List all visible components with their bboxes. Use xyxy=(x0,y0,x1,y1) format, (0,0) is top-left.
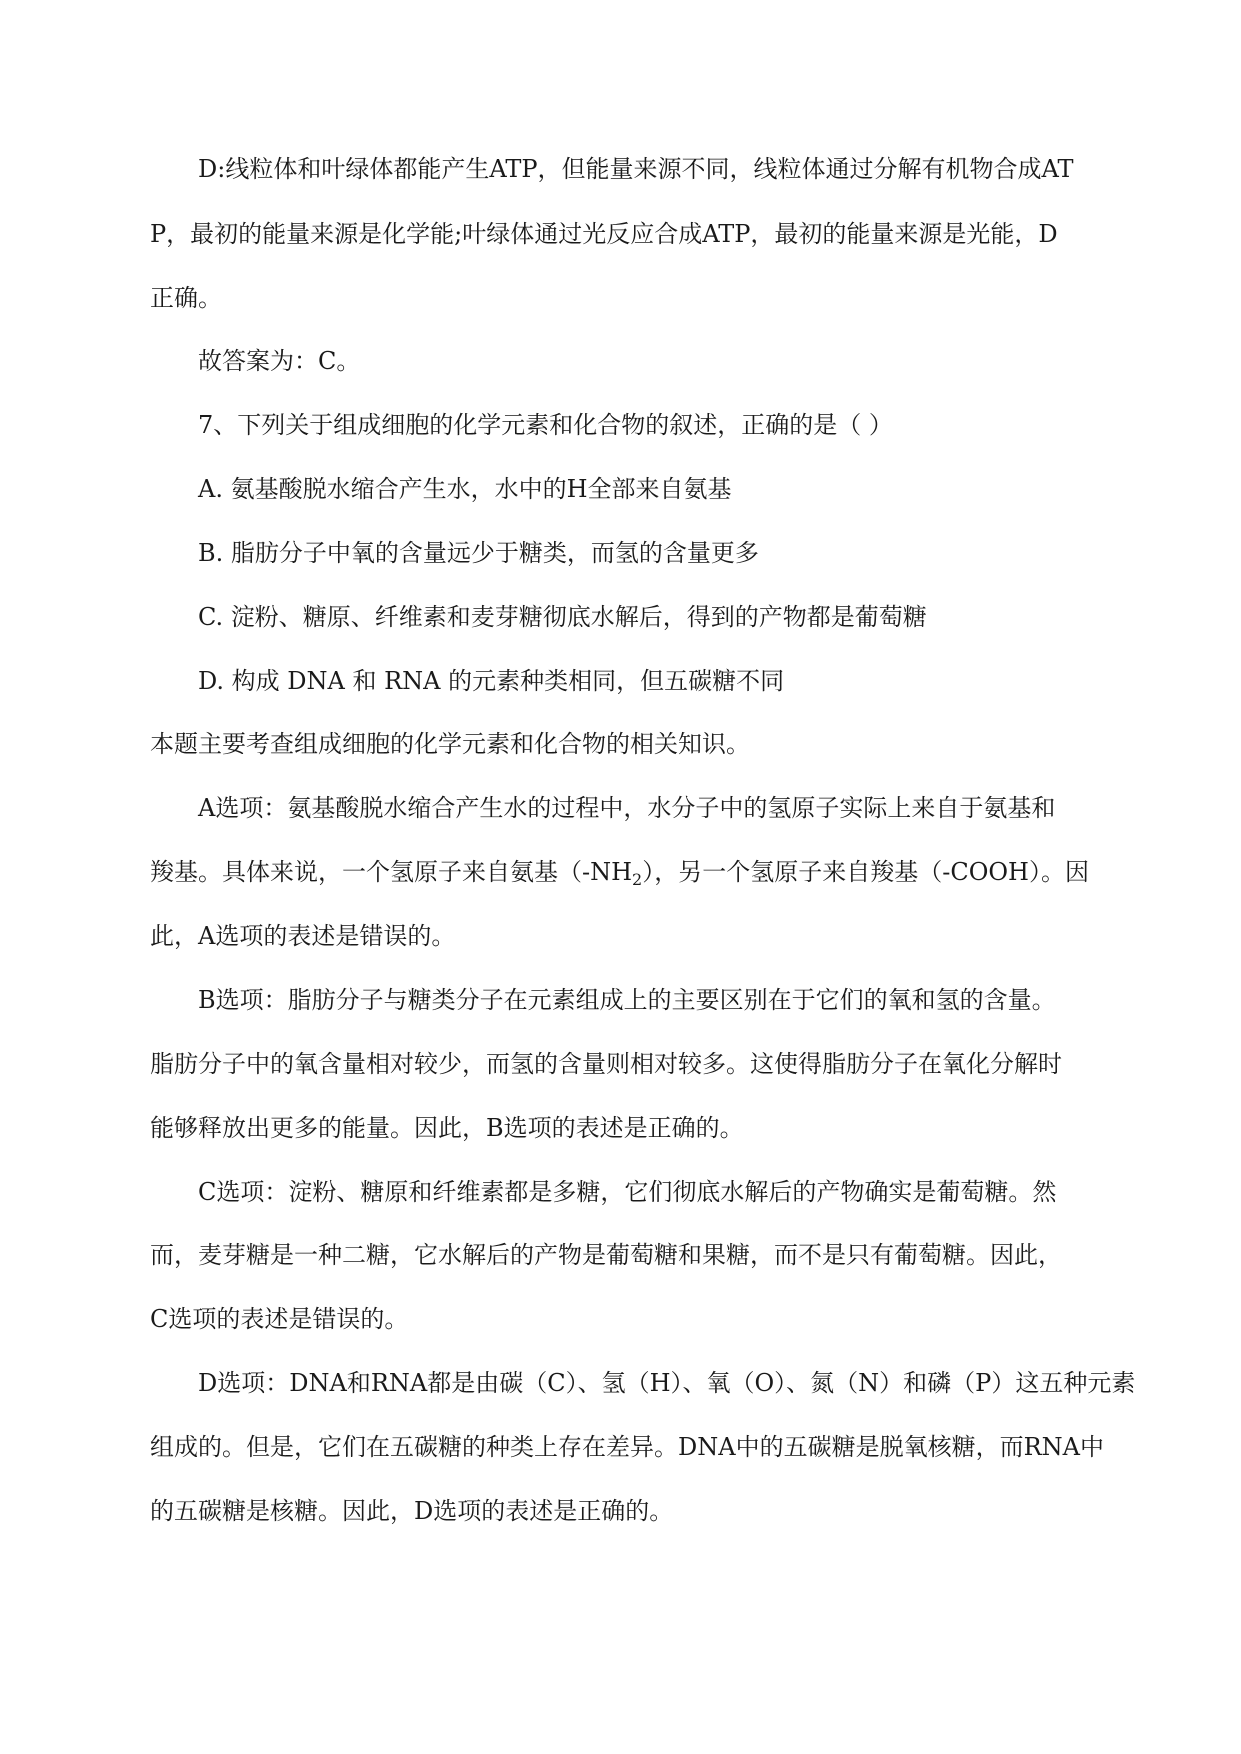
analysis-a-line: A选项：氨基酸脱水缩合产生水的过程中，水分子中的氢原子实际上来自于氨基和 xyxy=(198,794,1056,822)
analysis-b-line: 能够释放出更多的能量。因此，B选项的表述是正确的。 xyxy=(150,1114,744,1142)
analysis-d-line: D选项：DNA和RNA都是由碳（C）、氢（H）、氧（O）、氮（N）和磷（P）这五种元素 xyxy=(198,1369,1136,1397)
analysis-intro: 本题主要考查组成细胞的化学元素和化合物的相关知识。 xyxy=(150,730,750,758)
answer-line: 故答案为：C。 xyxy=(198,347,361,375)
analysis-b-line: 脂肪分子中的氧含量相对较少，而氢的含量则相对较多。这使得脂肪分子在氧化分解时 xyxy=(150,1050,1062,1078)
question-stem: 7、下列关于组成细胞的化学元素和化合物的叙述，正确的是（ ） xyxy=(198,411,893,439)
option-d: D. 构成 DNA 和 RNA 的元素种类相同，但五碳糖不同 xyxy=(198,667,785,695)
analysis-d-line: 的五碳糖是核糖。因此，D选项的表述是正确的。 xyxy=(150,1497,674,1525)
option-c: C. 淀粉、糖原、纤维素和麦芽糖彻底水解后，得到的产物都是葡萄糖 xyxy=(198,603,927,631)
option-b: B. 脂肪分子中氧的含量远少于糖类，而氢的含量更多 xyxy=(198,539,759,567)
paragraph-line: P，最初的能量来源是化学能;叶绿体通过光反应合成ATP，最初的能量来源是光能，D xyxy=(150,220,1058,248)
analysis-d-line: 组成的。但是，它们在五碳糖的种类上存在差异。DNA中的五碳糖是脱氧核糖，而RNA中 xyxy=(150,1433,1104,1461)
text-run: ），另一个氢原子来自羧基（-COOH）。因 xyxy=(642,858,1089,886)
analysis-a-line: 此，A选项的表述是错误的。 xyxy=(150,922,456,950)
analysis-c-line: C选项：淀粉、糖原和纤维素都是多糖，它们彻底水解后的产物确实是葡萄糖。然 xyxy=(198,1178,1057,1206)
paragraph-line: 正确。 xyxy=(150,284,222,312)
text-run: 羧基。具体来说，一个氢原子来自氨基（-NH xyxy=(150,858,633,886)
analysis-a-line xyxy=(150,857,1089,887)
subscript: 2 xyxy=(632,870,643,889)
paragraph-line: D:线粒体和叶绿体都能产生ATP，但能量来源不同，线粒体通过分解有机物合成AT xyxy=(198,155,1074,183)
analysis-c-line: C选项的表述是错误的。 xyxy=(150,1305,409,1333)
analysis-c-line: 而，麦芽糖是一种二糖，它水解后的产物是葡萄糖和果糖，而不是只有葡萄糖。因此， xyxy=(150,1241,1062,1269)
analysis-b-line: B选项：脂肪分子与糖类分子在元素组成上的主要区别在于它们的氧和氢的含量。 xyxy=(198,986,1056,1014)
option-a: A. 氨基酸脱水缩合产生水，水中的H全部来自氨基 xyxy=(198,475,732,503)
